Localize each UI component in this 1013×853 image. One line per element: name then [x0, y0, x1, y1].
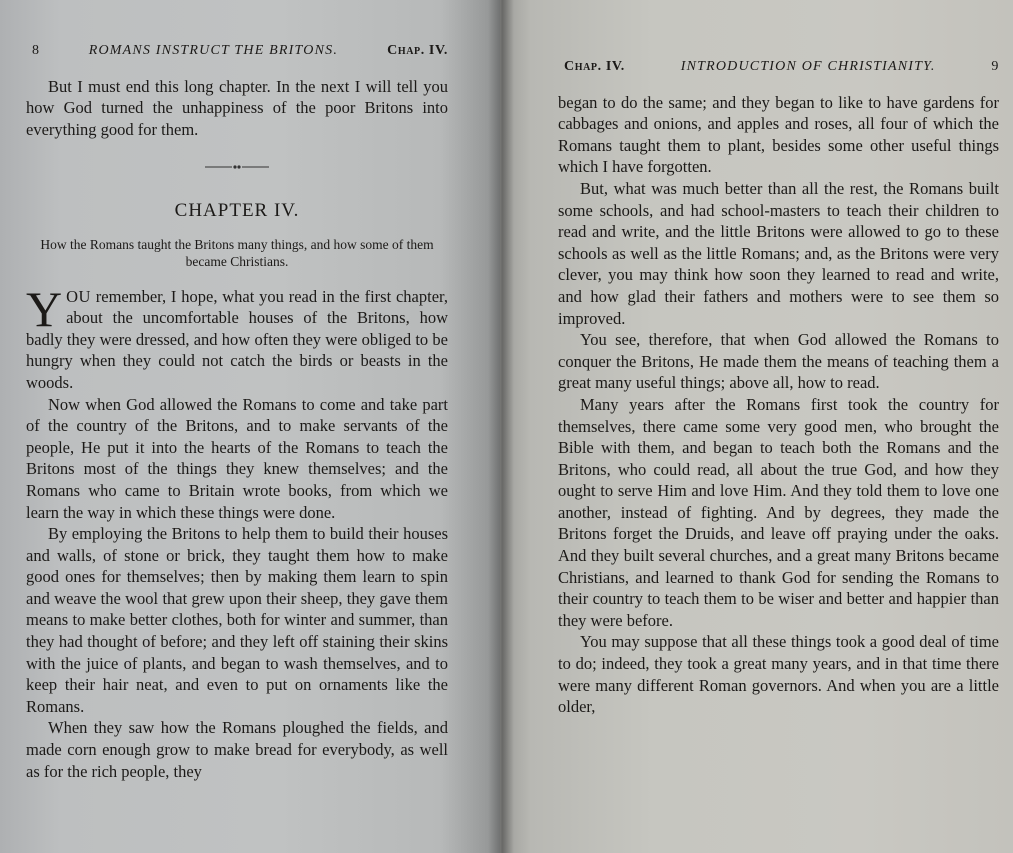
left-chapter-ref: Chap. IV. [387, 43, 448, 58]
left-page-number: 8 [32, 43, 40, 58]
section-divider-ornament [26, 158, 448, 180]
right-running-title: INTRODUCTION OF CHRISTIANITY. [680, 59, 936, 74]
paragraph: Many years after the Romans first took the country for themselves, there came some very good men, who brought the Bible with them, and began to teach both the Romans and the Britons, who could read, all about the true God, and how they ought to serve Him and love Him. And they told them to love one another, instead of fighting. And by degrees, they made the Britons forget the Druids, and leave off praying under the oaks. And they built several churches, and a great many Britons became Christians, and learned to thank God for sending the Romans to their country to teach them to be wiser and better and happier than they were before. [558, 394, 999, 630]
paragraph: But, what was much better than all the rest, the Romans built some schools, and had school-masters to teach their children to read and write, and the little Britons were allowed to go to these schools as well as the little Romans; and, as the Britons were very clever, you may think how soon they learned to read and write, and how glad their fathers and mothers were to see them so improved. [558, 178, 999, 328]
left-running-title: ROMANS INSTRUCT THE BRITONS. [88, 43, 339, 58]
closing-paragraph-chapter-iii: But I must end this long chapter. In the next I will tell you how God turned the unhappiness of the poor Britons into everything good for them. [26, 76, 448, 139]
chapter-first-paragraph [26, 280, 448, 394]
paragraph: By employing the Britons to help them to build their houses and walls, of stone or brick, they taught them how to make good ones for themselves; then by making them learn to spin and weave the wool that grew upon their sheep, they gave them means to make better clothes, both for winter and summer, than they had thought of before; and they left off staining their skins with the juice of plants, and began to wash themselves, and to keep their hair neat, and even to put on ornaments like the Romans. [26, 524, 448, 716]
book-gutter [488, 0, 514, 853]
paragraph: You see, therefore, that when God allowed the Romans to conquer the Britons, He made them the means of teaching them a great many useful things; above all, how to read. [558, 330, 999, 393]
divider-rule-icon [205, 163, 269, 171]
first-paragraph-text: remember, I hope, what you read in the first chapter, about the uncomfortable houses of the Britons, how badly they were dressed, and how often they were obliged to be hungry when they could not catch the birds or beasts in the woods. [26, 286, 448, 392]
right-chapter-ref: Chap. IV. [564, 59, 625, 74]
paragraph: You may suppose that all these things took a good deal of time to do; indeed, they took a great many years, and in that time there were many different Roman governors. And when you are a little older, [558, 632, 999, 717]
first-word-small-caps: OU [66, 286, 91, 306]
right-page [500, 0, 1013, 853]
paragraph: When they saw how the Romans ploughed the fields, and made corn enough grow to make bread for everybody, as well as for the rich people, they [26, 718, 448, 781]
paragraph: Now when God allowed the Romans to come and take part of the country of the Britons, and to make servants of the people, He put it into the hearts of the Romans to teach the Britons most of the things they knew themselves; and the Romans who came to Britain wrote books, from which we learn the way in which these things were done. [26, 394, 448, 522]
left-page [0, 0, 500, 853]
chapter-summary: How the Romans taught the Britons many things, and how some of them became Christians. [40, 236, 434, 269]
right-page-number: 9 [991, 59, 999, 74]
right-running-head [558, 56, 999, 78]
drop-cap: Y [26, 280, 63, 337]
left-running-head [26, 40, 448, 62]
continued-paragraph: began to do the same; and they began to like to have gardens for cabbages and onions, and apples and roses, all four of which the Romans taught them to plant, besides some other useful things which I have forgotten. [558, 92, 999, 177]
chapter-heading: CHAPTER IV. [174, 199, 300, 221]
